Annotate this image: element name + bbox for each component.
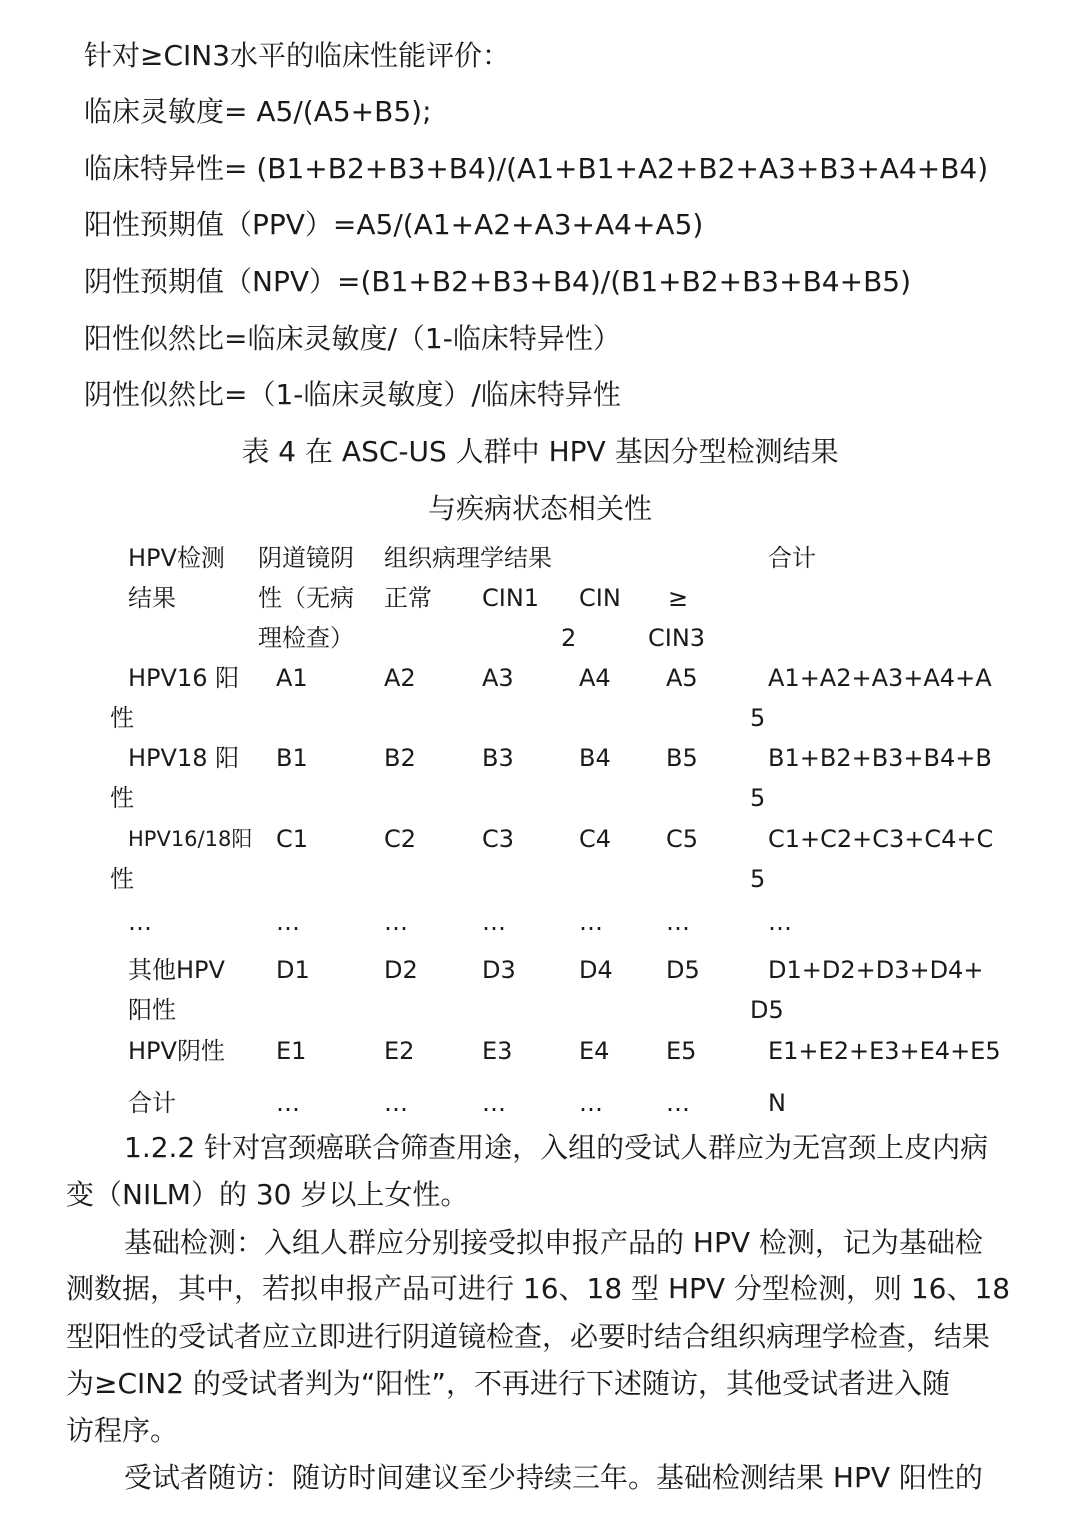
header-total: 合计 xyxy=(768,544,816,572)
header-normal: 正常 xyxy=(384,584,432,612)
row-label-line-2: 性 xyxy=(110,784,134,812)
row-total-line-1: A1+A2+A3+A4+A xyxy=(768,664,992,692)
row-cell-cin2: B4 xyxy=(579,744,611,772)
row-cell-normal: … xyxy=(384,1089,408,1117)
header-hpv-result-line-1: HPV检测 xyxy=(128,544,225,572)
row-total-line-2: 5 xyxy=(750,784,766,812)
row-cell-cin3: … xyxy=(666,1089,690,1117)
paragraph-line: 型阳性的受试者应立即进行阴道镜检查，必要时结合组织病理学检查，结果 xyxy=(66,1320,991,1353)
row-cell-cin2: … xyxy=(579,1089,603,1117)
row-cell-cin3: C5 xyxy=(666,825,699,853)
paragraph-line: 1.2.2 针对宫颈癌联合筛查用途，入组的受试人群应为无宫颈上皮内病 xyxy=(124,1131,989,1164)
row-cell-cin1: B3 xyxy=(482,744,514,772)
header-histopathology-group: 组织病理学结果 xyxy=(384,544,552,572)
row-total-line-2: 5 xyxy=(750,704,766,732)
row-total-line-1: B1+B2+B3+B4+B xyxy=(768,744,992,772)
header-cin3-line-1: ≥ xyxy=(668,584,689,612)
row-cell-cin1: … xyxy=(482,908,506,936)
row-cell-cin1: E3 xyxy=(482,1037,513,1065)
paragraph-line: 测数据，其中，若拟申报产品可进行 16、18 型 HPV 分型检测，则 16、18 xyxy=(66,1272,1011,1305)
row-cell-normal: E2 xyxy=(384,1037,415,1065)
row-cell-cin2: … xyxy=(579,908,603,936)
row-cell-cin2: D4 xyxy=(579,956,613,984)
row-cell-colposcopy: E1 xyxy=(276,1037,307,1065)
row-total-line-1: D1+D2+D3+D4+ xyxy=(768,956,984,984)
paragraph-line: 变（NILM）的 30 岁以上女性。 xyxy=(66,1178,469,1211)
formula-negative-likelihood-ratio: 阴性似然比=（1-临床灵敏度）/临床特异性 xyxy=(84,378,621,411)
header-colposcopy-line-2: 性（无病 xyxy=(258,584,354,612)
row-label-line-1: 其他HPV xyxy=(128,956,225,984)
row-cell-colposcopy: B1 xyxy=(276,744,308,772)
header-cin2-line-2: 2 xyxy=(561,624,577,652)
header-cin1: CIN1 xyxy=(482,584,540,612)
row-cell-cin3: … xyxy=(666,908,690,936)
row-label-line-2: 性 xyxy=(110,704,134,732)
row-cell-normal: A2 xyxy=(384,664,416,692)
row-label-line-1: HPV阴性 xyxy=(128,1037,225,1065)
row-cell-colposcopy: … xyxy=(276,1089,300,1117)
row-cell-normal: … xyxy=(384,908,408,936)
row-cell-cin3: D5 xyxy=(666,956,700,984)
row-cell-cin3: A5 xyxy=(666,664,698,692)
formula-positive-likelihood-ratio: 阳性似然比=临床灵敏度/（1-临床特异性） xyxy=(84,322,621,355)
row-cell-cin2: C4 xyxy=(579,825,612,853)
table-title-line-2: 与疾病状态相关性 xyxy=(427,492,652,525)
row-total-line-2: 5 xyxy=(750,865,766,893)
row-cell-colposcopy: A1 xyxy=(276,664,308,692)
paragraph-line: 访程序。 xyxy=(66,1414,179,1447)
header-colposcopy-line-1: 阴道镜阴 xyxy=(258,544,354,572)
row-label-line-1: HPV16 阳 xyxy=(128,664,240,692)
formula-ppv: 阳性预期值（PPV）=A5/(A1+A2+A3+A4+A5) xyxy=(84,208,704,241)
row-cell-cin3: B5 xyxy=(666,744,698,772)
row-total-line-1: E1+E2+E3+E4+E5 xyxy=(768,1037,1001,1065)
formula-specificity: 临床特异性= (B1+B2+B3+B4)/(A1+B1+A2+B2+A3+B3+A4+B4) xyxy=(84,152,989,185)
row-total-line-1: C1+C2+C3+C4+C xyxy=(768,825,994,853)
header-cin2-line-1: CIN xyxy=(579,584,621,612)
row-cell-cin3: E5 xyxy=(666,1037,697,1065)
row-total-line-1: N xyxy=(768,1089,786,1117)
paragraph-line: 受试者随访：随访时间建议至少持续三年。基础检测结果 HPV 阳性的 xyxy=(124,1461,983,1494)
row-total-line-1: … xyxy=(768,908,792,936)
row-cell-cin2: E4 xyxy=(579,1037,610,1065)
formula-sensitivity: 临床灵敏度= A5/(A5+B5); xyxy=(84,95,432,128)
row-cell-cin1: … xyxy=(482,1089,506,1117)
row-cell-cin1: D3 xyxy=(482,956,516,984)
row-cell-colposcopy: … xyxy=(276,908,300,936)
row-label-line-1: HPV16/18阳 xyxy=(128,827,253,851)
row-label-line-1: HPV18 阳 xyxy=(128,744,240,772)
row-label-line-1: … xyxy=(128,908,152,936)
row-cell-normal: C2 xyxy=(384,825,417,853)
formula-heading: 针对≥CIN3水平的临床性能评价： xyxy=(84,39,511,72)
formula-npv: 阴性预期值（NPV）=(B1+B2+B3+B4)/(B1+B2+B3+B4+B5) xyxy=(84,265,912,298)
row-cell-cin1: C3 xyxy=(482,825,515,853)
row-total-line-2: D5 xyxy=(750,996,784,1024)
paragraph-line: 为≥CIN2 的受试者判为“阳性”，不再进行下述随访，其他受试者进入随 xyxy=(66,1367,950,1400)
header-cin3-line-2: CIN3 xyxy=(648,624,706,652)
row-label-line-1: 合计 xyxy=(128,1089,176,1117)
row-cell-cin1: A3 xyxy=(482,664,514,692)
paragraph-line: 基础检测：入组人群应分别接受拟申报产品的 HPV 检测，记为基础检 xyxy=(124,1226,983,1259)
table-title-line-1: 表 4 在 ASC-US 人群中 HPV 基因分型检测结果 xyxy=(241,435,839,468)
header-colposcopy-line-3: 理检查） xyxy=(258,624,354,652)
header-hpv-result-line-2: 结果 xyxy=(128,584,176,612)
row-cell-colposcopy: D1 xyxy=(276,956,310,984)
row-cell-normal: D2 xyxy=(384,956,418,984)
row-label-line-2: 性 xyxy=(110,865,134,893)
row-label-line-2: 阳性 xyxy=(128,996,176,1024)
row-cell-colposcopy: C1 xyxy=(276,825,309,853)
row-cell-normal: B2 xyxy=(384,744,416,772)
row-cell-cin2: A4 xyxy=(579,664,611,692)
